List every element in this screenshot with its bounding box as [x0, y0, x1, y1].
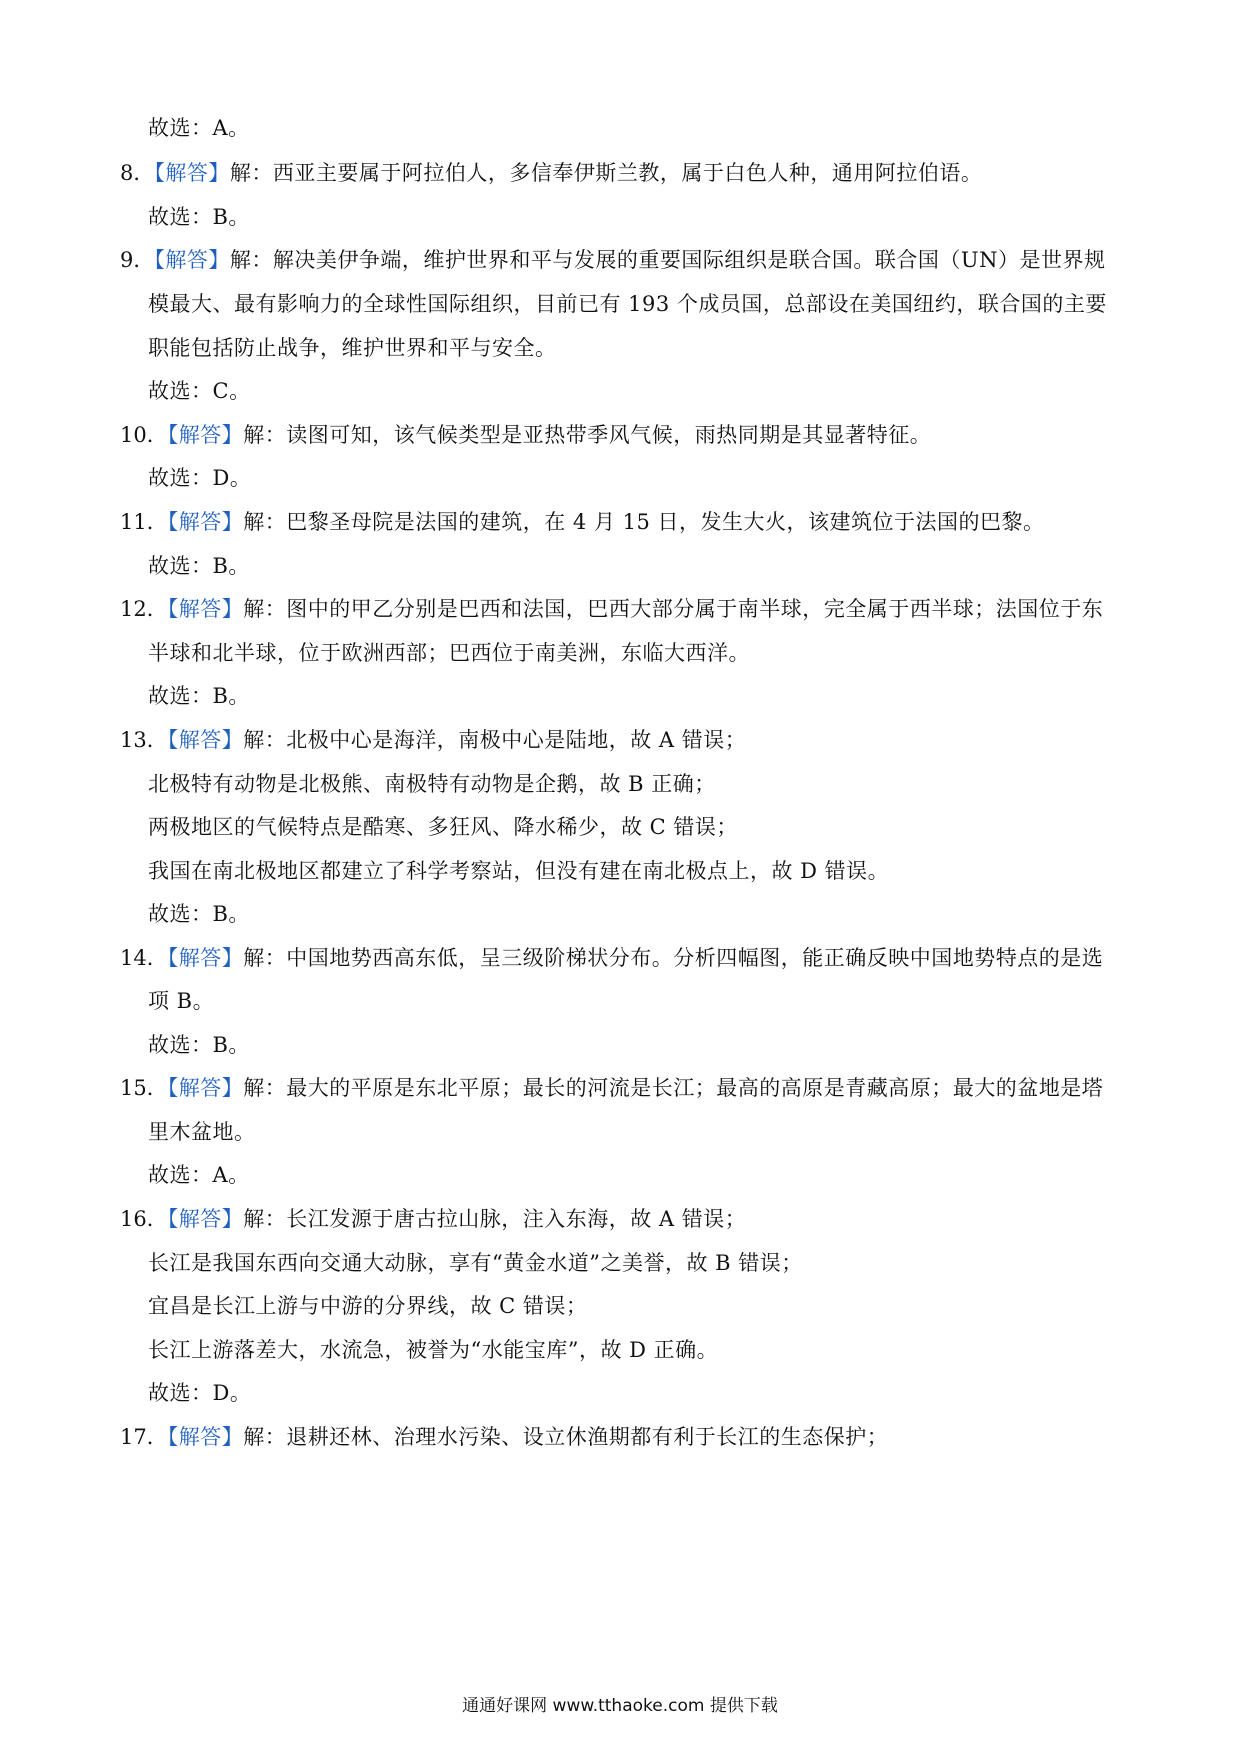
q13-line1: 解：北极中心是海洋，南极中心是陆地，故 A 错误；	[243, 728, 747, 752]
q14-line1: 解：中国地势西高东低，呈三级阶梯状分布。分析四幅图，能正确反映中国地势特点的是选	[243, 946, 1104, 970]
q9-line2: 模最大、最有影响力的全球性国际组织，目前已有 193 个成员国，总部设在美国纽约，联合国的主要	[148, 292, 1107, 316]
q9-answer	[120, 246, 1105, 274]
q9-line3: 职能包括防止战争，维护世界和平与安全。	[148, 336, 557, 360]
q10-line1: 解：读图可知，该气候类型是亚热带季风气候，雨热同期是其显著特征。	[243, 423, 932, 447]
answer-tag: 【解答】	[167, 597, 244, 621]
q8-answer	[120, 159, 982, 187]
q16-conclusion: 故选：D。	[148, 1381, 252, 1405]
answer-tag: 【解答】	[167, 728, 244, 752]
q15-conclusion: 故选：A。	[148, 1163, 250, 1187]
q11-line1: 解：巴黎圣母院是法国的建筑，在 4 月 15 日，发生大火，该建筑位于法国的巴黎。	[243, 510, 1045, 534]
q11-number: 11．	[120, 510, 168, 534]
q16-number: 16．	[120, 1207, 168, 1231]
q9-line1: 解：解决美伊争端，维护世界和平与发展的重要国际组织是联合国。联合国（UN）是世界规	[229, 248, 1106, 272]
q11-conclusion: 故选：B。	[148, 554, 250, 578]
q14-conclusion: 故选：B。	[148, 1033, 250, 1057]
q12-line2: 半球和北半球，位于欧洲西部；巴西位于南美洲，东临大西洋。	[148, 641, 750, 665]
q10-number: 10．	[120, 423, 168, 447]
q9-conclusion: 故选：C。	[148, 379, 251, 403]
answer-tag: 【解答】	[167, 1076, 244, 1100]
q15-answer	[120, 1074, 1103, 1102]
q9-number: 9．	[120, 248, 155, 272]
q8-line1: 解：西亚主要属于阿拉伯人，多信奉伊斯兰教，属于白色人种，通用阿拉伯语。	[229, 161, 983, 185]
q12-conclusion: 故选：B。	[148, 684, 250, 708]
page-footer: 通通好课网 www.tthaoke.com 提供下载	[462, 1696, 778, 1716]
q7-conclusion: 故选：A。	[148, 116, 250, 140]
q16-line2: 长江是我国东西向交通大动脉，享有“黄金水道”之美誉，故 B 错误；	[148, 1251, 803, 1275]
q15-line1: 解：最大的平原是东北平原；最长的河流是长江；最高的高原是青藏高原；最大的盆地是塔	[243, 1076, 1104, 1100]
q15-line2: 里木盆地。	[148, 1120, 256, 1144]
q13-line2: 北极特有动物是北极熊、南极特有动物是企鹅，故 B 正确；	[148, 772, 716, 796]
q13-conclusion: 故选：B。	[148, 902, 250, 926]
q10-conclusion: 故选：D。	[148, 466, 252, 490]
q13-number: 13．	[120, 728, 168, 752]
q10-answer	[120, 421, 931, 449]
q12-number: 12．	[120, 597, 168, 621]
q8-number: 8．	[120, 161, 155, 185]
answer-tag: 【解答】	[154, 248, 230, 272]
q16-line4: 长江上游落差大，水流急，被誉为“水能宝库”，故 D 正确。	[148, 1338, 719, 1362]
q12-line1: 解：图中的甲乙分别是巴西和法国，巴西大部分属于南半球，完全属于西半球；法国位于东	[243, 597, 1104, 621]
q17-line1: 解：退耕还林、治理水污染、设立休渔期都有利于长江的生态保护；	[243, 1425, 889, 1449]
q13-line4: 我国在南北极地区都建立了科学考察站，但没有建在南北极点上，故 D 错误。	[148, 859, 890, 883]
q13-line3: 两极地区的气候特点是酷寒、多狂风、降水稀少，故 C 错误；	[148, 815, 738, 839]
answer-tag: 【解答】	[167, 1207, 244, 1231]
q16-line1: 解：长江发源于唐古拉山脉，注入东海，故 A 错误；	[243, 1207, 747, 1231]
q11-answer	[120, 508, 1045, 536]
q17-answer	[120, 1423, 888, 1451]
q14-line2: 项 B。	[148, 989, 215, 1013]
q16-answer	[120, 1205, 746, 1233]
answer-tag: 【解答】	[154, 161, 230, 185]
q16-line3: 宜昌是长江上游与中游的分界线，故 C 错误；	[148, 1294, 588, 1318]
answer-tag: 【解答】	[167, 946, 244, 970]
q14-answer	[120, 944, 1103, 972]
q12-answer	[120, 595, 1103, 623]
q17-number: 17．	[120, 1425, 168, 1449]
answer-tag: 【解答】	[167, 423, 244, 447]
answer-tag: 【解答】	[167, 1425, 244, 1449]
q13-answer	[120, 726, 746, 754]
q14-number: 14．	[120, 946, 168, 970]
answer-tag: 【解答】	[167, 510, 244, 534]
q8-conclusion: 故选：B。	[148, 205, 250, 229]
q15-number: 15．	[120, 1076, 168, 1100]
